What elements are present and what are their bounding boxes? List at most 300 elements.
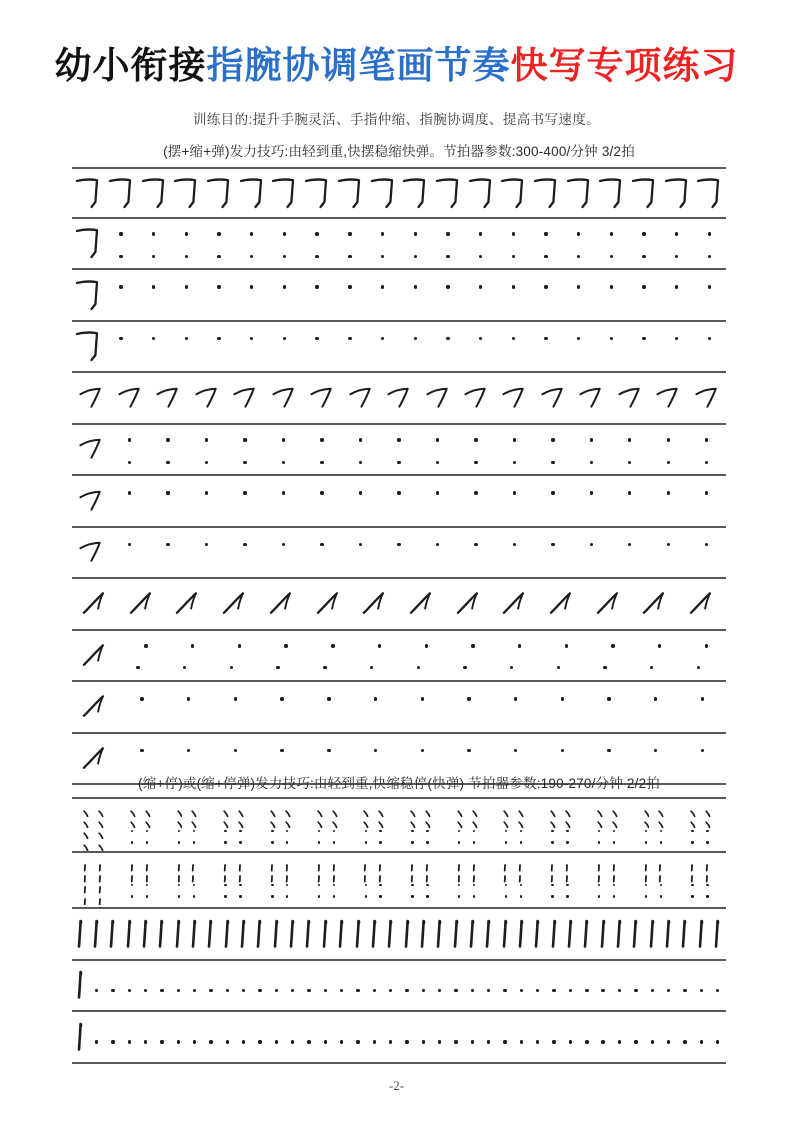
guide-dot: [675, 285, 678, 288]
cluster-stroke: [83, 892, 87, 910]
trace-cell: [415, 1012, 431, 1062]
trace-cell: [464, 961, 480, 1011]
stroke-glyph-heng-zhe: [693, 169, 726, 217]
trace-cell: [264, 425, 302, 475]
guide-dot: [505, 895, 507, 897]
stroke-glyph-shu: [579, 909, 595, 959]
trace-cell: [481, 961, 497, 1011]
guide-dot: [397, 543, 400, 546]
trace-cell: [154, 1012, 170, 1062]
guide-dot: [136, 666, 139, 669]
practice-row-dian-cluster: [72, 797, 726, 853]
title-segment-black: 幼小衔接: [54, 44, 207, 87]
stroke-glyph-heng-zhe: [105, 169, 138, 217]
practice-row-shu: [72, 909, 726, 961]
trace-cell: [530, 1012, 546, 1062]
guide-dot: [577, 337, 580, 340]
stroke-glyph-heng-pie: [264, 373, 302, 423]
guide-dot: [716, 989, 719, 992]
guide-dot: [705, 543, 708, 546]
stroke-glyph-heng-zhe: [464, 169, 497, 217]
stroke-glyph-shu: [219, 909, 235, 959]
guide-dot: [320, 438, 323, 441]
guide-dot: [471, 989, 474, 992]
guide-dot: [474, 438, 477, 441]
stroke-glyph-shu: [432, 909, 448, 959]
trace-cell: [595, 961, 611, 1011]
guide-dot: [628, 461, 631, 464]
trace-cell: [334, 322, 367, 372]
guide-dot: [708, 255, 711, 258]
guide-dot: [700, 1040, 703, 1043]
guide-dot: [320, 461, 323, 464]
guide-dot: [513, 543, 516, 546]
guide-dot: [577, 285, 580, 288]
trace-cell: [432, 961, 448, 1011]
stroke-glyph-shu: [481, 909, 497, 959]
stroke-glyph-shu: [628, 909, 644, 959]
training-purpose-subtitle: 训练目的:提升手腕灵活、手指仲缩、指腕协调度、提高书写速度。: [192, 112, 601, 127]
stroke-model-heng-zhe: [72, 270, 105, 320]
guide-dot: [536, 989, 539, 992]
guide-dot: [701, 749, 704, 752]
guide-dot: [642, 255, 645, 258]
trace-cell: [534, 425, 572, 475]
practice-row-heng-zhe: [72, 219, 726, 271]
guide-dot: [177, 1040, 180, 1043]
guide-dot: [551, 491, 554, 494]
guide-dot: [282, 491, 285, 494]
trace-cell: [446, 631, 493, 681]
guide-dot: [315, 255, 318, 258]
guide-dot: [667, 989, 670, 992]
trace-cell: [530, 270, 563, 320]
guide-dot: [660, 895, 662, 897]
guide-dot: [320, 543, 323, 546]
guide-dot: [446, 255, 449, 258]
trace-cell: [399, 853, 446, 907]
trace-cell: [149, 425, 187, 475]
guide-dot: [552, 1040, 555, 1043]
guide-dot: [250, 232, 253, 235]
trace-cell: [137, 219, 170, 269]
guide-dot: [152, 255, 155, 258]
guide-dot: [691, 841, 693, 843]
stroke-glyph-heng-zhe: [268, 169, 301, 217]
trace-cell: [352, 631, 399, 681]
trace-cell: [562, 270, 595, 320]
stroke-glyph-ti-gou: [119, 579, 166, 629]
trace-cell: [165, 682, 212, 732]
trace-cell: [165, 631, 212, 681]
trace-cell: [105, 961, 121, 1011]
guide-dot: [708, 337, 711, 340]
trace-cell: [649, 528, 687, 578]
guide-dot: [160, 989, 163, 992]
guide-dot: [381, 232, 384, 235]
stroke-model-heng-pie: [72, 425, 110, 475]
guide-dot: [128, 989, 131, 992]
guide-dot: [551, 841, 553, 843]
trace-cell: [137, 270, 170, 320]
guide-dot: [487, 989, 490, 992]
trace-cell: [660, 322, 693, 372]
practice-row-ti-gou: [72, 631, 726, 683]
stroke-glyph-shu: [170, 909, 186, 959]
trace-cell: [709, 961, 725, 1011]
trace-cell: [448, 1012, 464, 1062]
trace-cell: [383, 1012, 399, 1062]
guide-dot: [708, 232, 711, 235]
guide-dot: [474, 491, 477, 494]
guide-dot: [315, 337, 318, 340]
trace-cell: [688, 528, 726, 578]
trace-cell: [235, 961, 251, 1011]
trace-cell: [301, 219, 334, 269]
trace-cell: [341, 528, 379, 578]
guide-dot: [284, 644, 287, 647]
guide-dot: [320, 491, 323, 494]
trace-cell: [628, 219, 661, 269]
trace-cell: [644, 961, 660, 1011]
guide-dot: [381, 255, 384, 258]
guide-dot: [166, 491, 169, 494]
guide-dot: [607, 749, 610, 752]
guide-dot: [327, 697, 330, 700]
guide-dot: [422, 1040, 425, 1043]
trace-cell: [693, 270, 726, 320]
guide-dot: [471, 1040, 474, 1043]
guide-dot: [356, 1040, 359, 1043]
guide-dot: [217, 255, 220, 258]
trace-cell: [679, 631, 726, 681]
trace-cell: [366, 961, 382, 1011]
guide-dot: [327, 749, 330, 752]
guide-dot: [518, 644, 521, 647]
guide-dot: [166, 461, 169, 464]
guide-dot: [209, 1040, 212, 1043]
trace-cell: [464, 219, 497, 269]
guide-dot: [512, 232, 515, 235]
trace-cell: [264, 528, 302, 578]
trace-cell: [539, 799, 586, 851]
guide-dot: [618, 989, 621, 992]
guide-dot: [381, 285, 384, 288]
guide-dot: [566, 841, 568, 843]
guide-dot: [590, 438, 593, 441]
guide-dot: [675, 255, 678, 258]
stroke-glyph-heng-zhe: [301, 169, 334, 217]
guide-dot: [359, 461, 362, 464]
guide-dot: [359, 438, 362, 441]
stroke-model-heng-zhe: [72, 219, 105, 269]
guide-dot: [152, 232, 155, 235]
guide-dot: [239, 895, 241, 897]
guide-dot: [467, 749, 470, 752]
trace-cell: [534, 528, 572, 578]
trace-cell: [679, 682, 726, 732]
trace-cell: [415, 961, 431, 1011]
stroke-glyph-shu: [415, 909, 431, 959]
trace-cell: [399, 682, 446, 732]
guide-dot: [187, 697, 190, 700]
guide-dot: [389, 989, 392, 992]
trace-cell: [259, 631, 306, 681]
guide-dot: [166, 438, 169, 441]
guide-dot: [708, 285, 711, 288]
trace-cell: [235, 219, 268, 269]
trace-cell: [579, 1012, 595, 1062]
guide-dot: [544, 337, 547, 340]
guide-dot: [577, 232, 580, 235]
guide-dot: [144, 1040, 147, 1043]
guide-dot: [365, 895, 367, 897]
guide-dot: [551, 438, 554, 441]
guide-dot: [128, 491, 131, 494]
trace-cell: [212, 799, 259, 851]
guide-dot: [217, 285, 220, 288]
trace-cell: [203, 322, 236, 372]
guide-dot: [95, 1040, 98, 1043]
trace-cell: [303, 528, 341, 578]
trace-cell: [660, 219, 693, 269]
practice-row-duanshu-cluster: [72, 853, 726, 909]
stroke-glyph-ti-gou: [165, 579, 212, 629]
guide-dot: [414, 255, 417, 258]
trace-cell: [611, 476, 649, 526]
stroke-glyph-shu: [644, 909, 660, 959]
guide-dot: [282, 461, 285, 464]
trace-cell: [226, 425, 264, 475]
trace-cell: [105, 270, 138, 320]
guide-dot: [271, 841, 273, 843]
stroke-glyph-ti-gou: [212, 579, 259, 629]
guide-dot: [458, 841, 460, 843]
guide-dot: [601, 1040, 604, 1043]
stroke-glyph-heng-zhe: [137, 169, 170, 217]
guide-dot: [315, 232, 318, 235]
guide-dot: [414, 285, 417, 288]
trace-cell: [252, 961, 268, 1011]
guide-dot: [414, 232, 417, 235]
guide-dot: [286, 895, 288, 897]
guide-dot: [467, 697, 470, 700]
trace-cell: [586, 631, 633, 681]
stroke-glyph-shu: [252, 909, 268, 959]
stroke-glyph-heng-pie: [72, 373, 110, 423]
trace-cell: [611, 425, 649, 475]
stroke-glyph-heng-pie: [226, 373, 264, 423]
guide-dot: [331, 644, 334, 647]
stroke-model-dian-cluster: [72, 799, 119, 851]
guide-dot: [374, 749, 377, 752]
trace-cell: [399, 1012, 415, 1062]
guide-dot: [479, 255, 482, 258]
guide-dot: [226, 1040, 229, 1043]
stroke-glyph-ti-gou: [259, 579, 306, 629]
trace-cell: [235, 270, 268, 320]
stroke-glyph-heng-pie: [380, 373, 418, 423]
trace-cell: [352, 682, 399, 732]
guide-dot: [111, 989, 114, 992]
trace-cell: [219, 961, 235, 1011]
trace-cell: [284, 1012, 300, 1062]
guide-dot: [183, 666, 186, 669]
guide-dot: [642, 337, 645, 340]
guide-dot: [683, 1040, 686, 1043]
trace-cell: [562, 1012, 578, 1062]
stroke-model-ti-gou: [72, 631, 119, 681]
guide-dot: [487, 1040, 490, 1043]
trace-cell: [586, 799, 633, 851]
guide-dot: [603, 666, 606, 669]
trace-cell: [595, 270, 628, 320]
guide-dot: [111, 1040, 114, 1043]
guide-dot: [250, 337, 253, 340]
guide-dot: [601, 989, 604, 992]
trace-cell: [380, 528, 418, 578]
stroke-glyph-heng-pie: [303, 373, 341, 423]
trace-cell: [688, 425, 726, 475]
stroke-model-duanshu-cluster: [72, 853, 119, 907]
trace-cell: [418, 476, 456, 526]
guide-dot: [397, 461, 400, 464]
guide-dot: [658, 644, 661, 647]
guide-dot: [276, 666, 279, 669]
stroke-model-ti-gou: [72, 682, 119, 732]
guide-dot: [514, 749, 517, 752]
guide-dot: [651, 1040, 654, 1043]
trace-cell: [219, 1012, 235, 1062]
trace-cell: [259, 853, 306, 907]
guide-dot: [577, 255, 580, 258]
trace-cell: [383, 961, 399, 1011]
guide-dot: [520, 895, 522, 897]
guide-dot: [373, 1040, 376, 1043]
guide-dot: [340, 989, 343, 992]
trace-cell: [562, 322, 595, 372]
trace-cell: [268, 270, 301, 320]
guide-dot: [379, 895, 381, 897]
trace-cell: [595, 1012, 611, 1062]
guide-dot: [675, 337, 678, 340]
guide-dot: [178, 841, 180, 843]
stroke-model-heng-pie: [72, 476, 110, 526]
trace-cell: [446, 682, 493, 732]
trace-cell: [572, 528, 610, 578]
guide-dot: [348, 285, 351, 288]
guide-dot: [414, 337, 417, 340]
guide-dot: [389, 1040, 392, 1043]
stroke-glyph-shu: [562, 909, 578, 959]
trace-cell: [399, 631, 446, 681]
trace-cell: [235, 1012, 251, 1062]
trace-cell: [628, 322, 661, 372]
guide-dot: [454, 989, 457, 992]
trace-cell: [149, 476, 187, 526]
guide-dot: [512, 337, 515, 340]
trace-cell: [105, 219, 138, 269]
guide-dot: [239, 841, 241, 843]
guide-dot: [128, 438, 131, 441]
trace-cell: [121, 1012, 137, 1062]
guide-dot: [160, 1040, 163, 1043]
guide-dot: [610, 337, 613, 340]
stroke-glyph-heng-zhe: [170, 169, 203, 217]
guide-dot: [438, 989, 441, 992]
guide-dot: [607, 697, 610, 700]
trace-cell: [611, 528, 649, 578]
stroke-glyph-shu: [660, 909, 676, 959]
guide-dot: [421, 697, 424, 700]
guide-dot: [634, 989, 637, 992]
guide-dot: [474, 543, 477, 546]
guide-dot: [307, 989, 310, 992]
title-segment-blue: 指腕协调笔画节奏: [206, 44, 511, 87]
guide-dot: [473, 895, 475, 897]
trace-cell: [203, 961, 219, 1011]
guide-dot: [613, 895, 615, 897]
trace-cell: [497, 219, 530, 269]
stroke-glyph-heng-pie: [611, 373, 649, 423]
stroke-glyph-heng-zhe: [562, 169, 595, 217]
stroke-glyph-shu: [334, 909, 350, 959]
guide-dot: [667, 543, 670, 546]
guide-dot: [397, 491, 400, 494]
stroke-glyph-ti-gou: [539, 579, 586, 629]
trace-cell: [693, 1012, 709, 1062]
trace-cell: [418, 425, 456, 475]
trace-cell: [611, 1012, 627, 1062]
guide-dot: [610, 285, 613, 288]
trace-cell: [579, 961, 595, 1011]
stroke-glyph-ti-gou: [492, 579, 539, 629]
trace-cell: [317, 961, 333, 1011]
trace-cell: [399, 961, 415, 1011]
trace-cell: [110, 476, 148, 526]
guide-dot: [405, 1040, 408, 1043]
guide-dot: [463, 666, 466, 669]
trace-cell: [481, 1012, 497, 1062]
guide-dot: [479, 337, 482, 340]
guide-dot: [654, 749, 657, 752]
guide-dot: [557, 666, 560, 669]
trace-cell: [492, 853, 539, 907]
guide-dot: [454, 1040, 457, 1043]
guide-dot: [356, 989, 359, 992]
guide-dot: [561, 697, 564, 700]
guide-dot: [544, 285, 547, 288]
guide-dot: [359, 543, 362, 546]
trace-cell: [632, 853, 679, 907]
trace-cell: [418, 528, 456, 578]
trace-cell: [679, 799, 726, 851]
guide-dot: [706, 895, 708, 897]
trace-cell: [137, 322, 170, 372]
guide-dot: [628, 438, 631, 441]
stroke-glyph-shu: [301, 909, 317, 959]
stroke-glyph-heng-pie: [534, 373, 572, 423]
guide-dot: [551, 543, 554, 546]
stroke-glyph-ti-gou: [586, 579, 633, 629]
guide-dot: [243, 491, 246, 494]
guide-dot: [598, 895, 600, 897]
guide-dot: [177, 989, 180, 992]
guide-dot: [205, 491, 208, 494]
trace-cell: [268, 1012, 284, 1062]
practice-row-ti-gou: [72, 579, 726, 631]
stroke-glyph-shu: [693, 909, 709, 959]
